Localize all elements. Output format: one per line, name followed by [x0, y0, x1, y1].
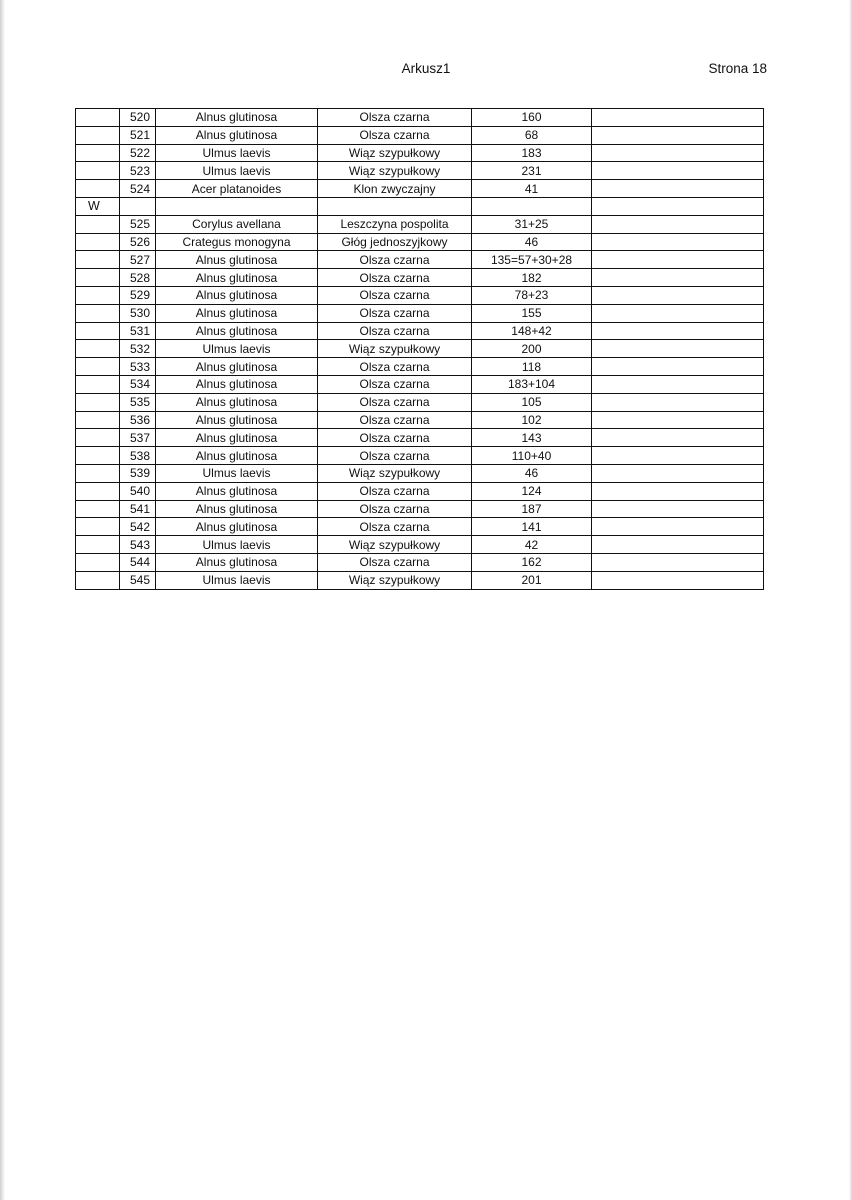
notes-cell — [592, 109, 764, 127]
notes-cell — [592, 482, 764, 500]
circumference-cell: 124 — [472, 482, 592, 500]
section-marker-cell — [76, 162, 120, 180]
tree-number-cell: 527 — [120, 251, 156, 269]
latin-name-cell: Alnus glutinosa — [156, 358, 318, 376]
section-marker-cell — [76, 233, 120, 251]
tree-number-cell: 521 — [120, 126, 156, 144]
notes-cell — [592, 215, 764, 233]
latin-name-cell: Alnus glutinosa — [156, 375, 318, 393]
tree-number-cell: 523 — [120, 162, 156, 180]
tree-number-cell: 531 — [120, 322, 156, 340]
section-marker-cell — [76, 286, 120, 304]
polish-name-cell: Klon zwyczajny — [318, 180, 472, 198]
polish-name-cell: Wiąz szypułkowy — [318, 536, 472, 554]
notes-cell — [592, 464, 764, 482]
circumference-cell: 182 — [472, 269, 592, 287]
table-row — [76, 553, 764, 571]
table-row — [76, 375, 764, 393]
table-row — [76, 536, 764, 554]
latin-name-cell: Alnus glutinosa — [156, 429, 318, 447]
polish-name-cell: Olsza czarna — [318, 322, 472, 340]
notes-cell — [592, 340, 764, 358]
scan-edge-left — [0, 0, 5, 1200]
table-row — [76, 464, 764, 482]
notes-cell — [592, 286, 764, 304]
table-row — [76, 304, 764, 322]
circumference-cell: 200 — [472, 340, 592, 358]
circumference-cell: 46 — [472, 233, 592, 251]
polish-name-cell: Olsza czarna — [318, 411, 472, 429]
polish-name-cell: Olsza czarna — [318, 553, 472, 571]
polish-name-cell: Głóg jednoszyjkowy — [318, 233, 472, 251]
tree-number-cell: 536 — [120, 411, 156, 429]
latin-name-cell — [156, 197, 318, 215]
notes-cell — [592, 197, 764, 215]
section-marker-cell — [76, 322, 120, 340]
circumference-cell: 160 — [472, 109, 592, 127]
latin-name-cell: Alnus glutinosa — [156, 109, 318, 127]
table-row — [76, 144, 764, 162]
circumference-cell: 42 — [472, 536, 592, 554]
latin-name-cell: Alnus glutinosa — [156, 304, 318, 322]
polish-name-cell: Olsza czarna — [318, 447, 472, 465]
polish-name-cell: Wiąz szypułkowy — [318, 340, 472, 358]
page-number: Strona 18 — [708, 61, 767, 76]
table-row — [76, 411, 764, 429]
circumference-cell: 141 — [472, 518, 592, 536]
circumference-cell — [472, 197, 592, 215]
circumference-cell: 105 — [472, 393, 592, 411]
tree-number-cell: 544 — [120, 553, 156, 571]
notes-cell — [592, 447, 764, 465]
section-marker-cell — [76, 447, 120, 465]
table-row — [76, 126, 764, 144]
section-marker-cell — [76, 518, 120, 536]
notes-cell — [592, 500, 764, 518]
section-marker-cell — [76, 375, 120, 393]
latin-name-cell: Alnus glutinosa — [156, 500, 318, 518]
tree-number-cell: 530 — [120, 304, 156, 322]
polish-name-cell: Wiąz szypułkowy — [318, 464, 472, 482]
notes-cell — [592, 322, 764, 340]
circumference-cell: 183+104 — [472, 375, 592, 393]
table-row — [76, 197, 764, 215]
polish-name-cell: Olsza czarna — [318, 375, 472, 393]
tree-number-cell: 532 — [120, 340, 156, 358]
sheet-title: Arkusz1 — [401, 61, 451, 76]
table-row — [76, 286, 764, 304]
section-marker-cell — [76, 571, 120, 589]
tree-number-cell: 539 — [120, 464, 156, 482]
latin-name-cell: Ulmus laevis — [156, 340, 318, 358]
latin-name-cell: Ulmus laevis — [156, 464, 318, 482]
notes-cell — [592, 144, 764, 162]
section-marker-cell — [76, 215, 120, 233]
section-marker-cell — [76, 304, 120, 322]
polish-name-cell: Olsza czarna — [318, 304, 472, 322]
latin-name-cell: Alnus glutinosa — [156, 126, 318, 144]
table-row — [76, 393, 764, 411]
section-marker-cell — [76, 251, 120, 269]
section-marker-cell — [76, 144, 120, 162]
circumference-cell: 162 — [472, 553, 592, 571]
latin-name-cell: Alnus glutinosa — [156, 553, 318, 571]
table-row — [76, 269, 764, 287]
section-marker-cell — [76, 358, 120, 376]
table-row — [76, 500, 764, 518]
circumference-cell: 183 — [472, 144, 592, 162]
table-row — [76, 447, 764, 465]
latin-name-cell: Crategus monogyna — [156, 233, 318, 251]
section-marker-cell — [76, 411, 120, 429]
notes-cell — [592, 393, 764, 411]
notes-cell — [592, 180, 764, 198]
section-marker-cell — [76, 553, 120, 571]
section-marker-cell — [76, 536, 120, 554]
polish-name-cell: Olsza czarna — [318, 393, 472, 411]
notes-cell — [592, 304, 764, 322]
polish-name-cell — [318, 197, 472, 215]
latin-name-cell: Ulmus laevis — [156, 144, 318, 162]
polish-name-cell: Olsza czarna — [318, 482, 472, 500]
table-row — [76, 429, 764, 447]
notes-cell — [592, 553, 764, 571]
circumference-cell: 187 — [472, 500, 592, 518]
notes-cell — [592, 429, 764, 447]
circumference-cell: 143 — [472, 429, 592, 447]
tree-number-cell: 525 — [120, 215, 156, 233]
circumference-cell: 110+40 — [472, 447, 592, 465]
polish-name-cell: Olsza czarna — [318, 500, 472, 518]
latin-name-cell: Alnus glutinosa — [156, 269, 318, 287]
latin-name-cell: Ulmus laevis — [156, 571, 318, 589]
circumference-cell: 231 — [472, 162, 592, 180]
circumference-cell: 68 — [472, 126, 592, 144]
tree-number-cell: 535 — [120, 393, 156, 411]
table-row — [76, 162, 764, 180]
section-marker-cell — [76, 340, 120, 358]
notes-cell — [592, 251, 764, 269]
tree-inventory-table — [75, 108, 764, 590]
tree-number-cell: 538 — [120, 447, 156, 465]
polish-name-cell: Leszczyna pospolita — [318, 215, 472, 233]
circumference-cell: 148+42 — [472, 322, 592, 340]
notes-cell — [592, 358, 764, 376]
section-marker-cell — [76, 464, 120, 482]
polish-name-cell: Wiąz szypułkowy — [318, 162, 472, 180]
notes-cell — [592, 269, 764, 287]
polish-name-cell: Olsza czarna — [318, 109, 472, 127]
table-row — [76, 518, 764, 536]
polish-name-cell: Olsza czarna — [318, 518, 472, 536]
circumference-cell: 46 — [472, 464, 592, 482]
notes-cell — [592, 571, 764, 589]
tree-number-cell: 528 — [120, 269, 156, 287]
table-row — [76, 251, 764, 269]
tree-number-cell: 540 — [120, 482, 156, 500]
section-marker-cell — [76, 500, 120, 518]
table-row — [76, 322, 764, 340]
tree-number-cell: 520 — [120, 109, 156, 127]
polish-name-cell: Olsza czarna — [318, 429, 472, 447]
section-marker-cell: W — [76, 197, 120, 215]
notes-cell — [592, 162, 764, 180]
notes-cell — [592, 233, 764, 251]
section-marker-cell — [76, 126, 120, 144]
tree-number-cell: 522 — [120, 144, 156, 162]
latin-name-cell: Alnus glutinosa — [156, 393, 318, 411]
tree-number-cell: 529 — [120, 286, 156, 304]
table-row — [76, 109, 764, 127]
polish-name-cell: Olsza czarna — [318, 251, 472, 269]
polish-name-cell: Olsza czarna — [318, 286, 472, 304]
latin-name-cell: Alnus glutinosa — [156, 518, 318, 536]
latin-name-cell: Acer platanoides — [156, 180, 318, 198]
table-row — [76, 482, 764, 500]
polish-name-cell: Olsza czarna — [318, 358, 472, 376]
table-row — [76, 180, 764, 198]
latin-name-cell: Alnus glutinosa — [156, 251, 318, 269]
section-marker-cell — [76, 109, 120, 127]
tree-number-cell: 543 — [120, 536, 156, 554]
latin-name-cell: Alnus glutinosa — [156, 411, 318, 429]
tree-number-cell: 526 — [120, 233, 156, 251]
notes-cell — [592, 375, 764, 393]
table-row — [76, 340, 764, 358]
section-marker-cell — [76, 393, 120, 411]
latin-name-cell: Alnus glutinosa — [156, 286, 318, 304]
polish-name-cell: Olsza czarna — [318, 269, 472, 287]
section-marker-cell — [76, 482, 120, 500]
circumference-cell: 118 — [472, 358, 592, 376]
section-marker-cell — [76, 429, 120, 447]
polish-name-cell: Olsza czarna — [318, 126, 472, 144]
notes-cell — [592, 536, 764, 554]
polish-name-cell: Wiąz szypułkowy — [318, 144, 472, 162]
circumference-cell: 102 — [472, 411, 592, 429]
table-row — [76, 571, 764, 589]
tree-number-cell: 533 — [120, 358, 156, 376]
tree-number-cell: 534 — [120, 375, 156, 393]
circumference-cell: 135=57+30+28 — [472, 251, 592, 269]
circumference-cell: 31+25 — [472, 215, 592, 233]
latin-name-cell: Alnus glutinosa — [156, 447, 318, 465]
section-marker-cell — [76, 180, 120, 198]
notes-cell — [592, 411, 764, 429]
tree-number-cell: 542 — [120, 518, 156, 536]
latin-name-cell: Alnus glutinosa — [156, 322, 318, 340]
latin-name-cell: Corylus avellana — [156, 215, 318, 233]
table-row — [76, 233, 764, 251]
notes-cell — [592, 126, 764, 144]
table-row — [76, 215, 764, 233]
latin-name-cell: Alnus glutinosa — [156, 482, 318, 500]
tree-number-cell — [120, 197, 156, 215]
circumference-cell: 155 — [472, 304, 592, 322]
tree-number-cell: 524 — [120, 180, 156, 198]
tree-number-cell: 541 — [120, 500, 156, 518]
tree-number-cell: 545 — [120, 571, 156, 589]
latin-name-cell: Ulmus laevis — [156, 536, 318, 554]
circumference-cell: 78+23 — [472, 286, 592, 304]
polish-name-cell: Wiąz szypułkowy — [318, 571, 472, 589]
table-row — [76, 358, 764, 376]
circumference-cell: 201 — [472, 571, 592, 589]
notes-cell — [592, 518, 764, 536]
section-marker-cell — [76, 269, 120, 287]
circumference-cell: 41 — [472, 180, 592, 198]
table-body — [76, 109, 764, 590]
latin-name-cell: Ulmus laevis — [156, 162, 318, 180]
tree-number-cell: 537 — [120, 429, 156, 447]
